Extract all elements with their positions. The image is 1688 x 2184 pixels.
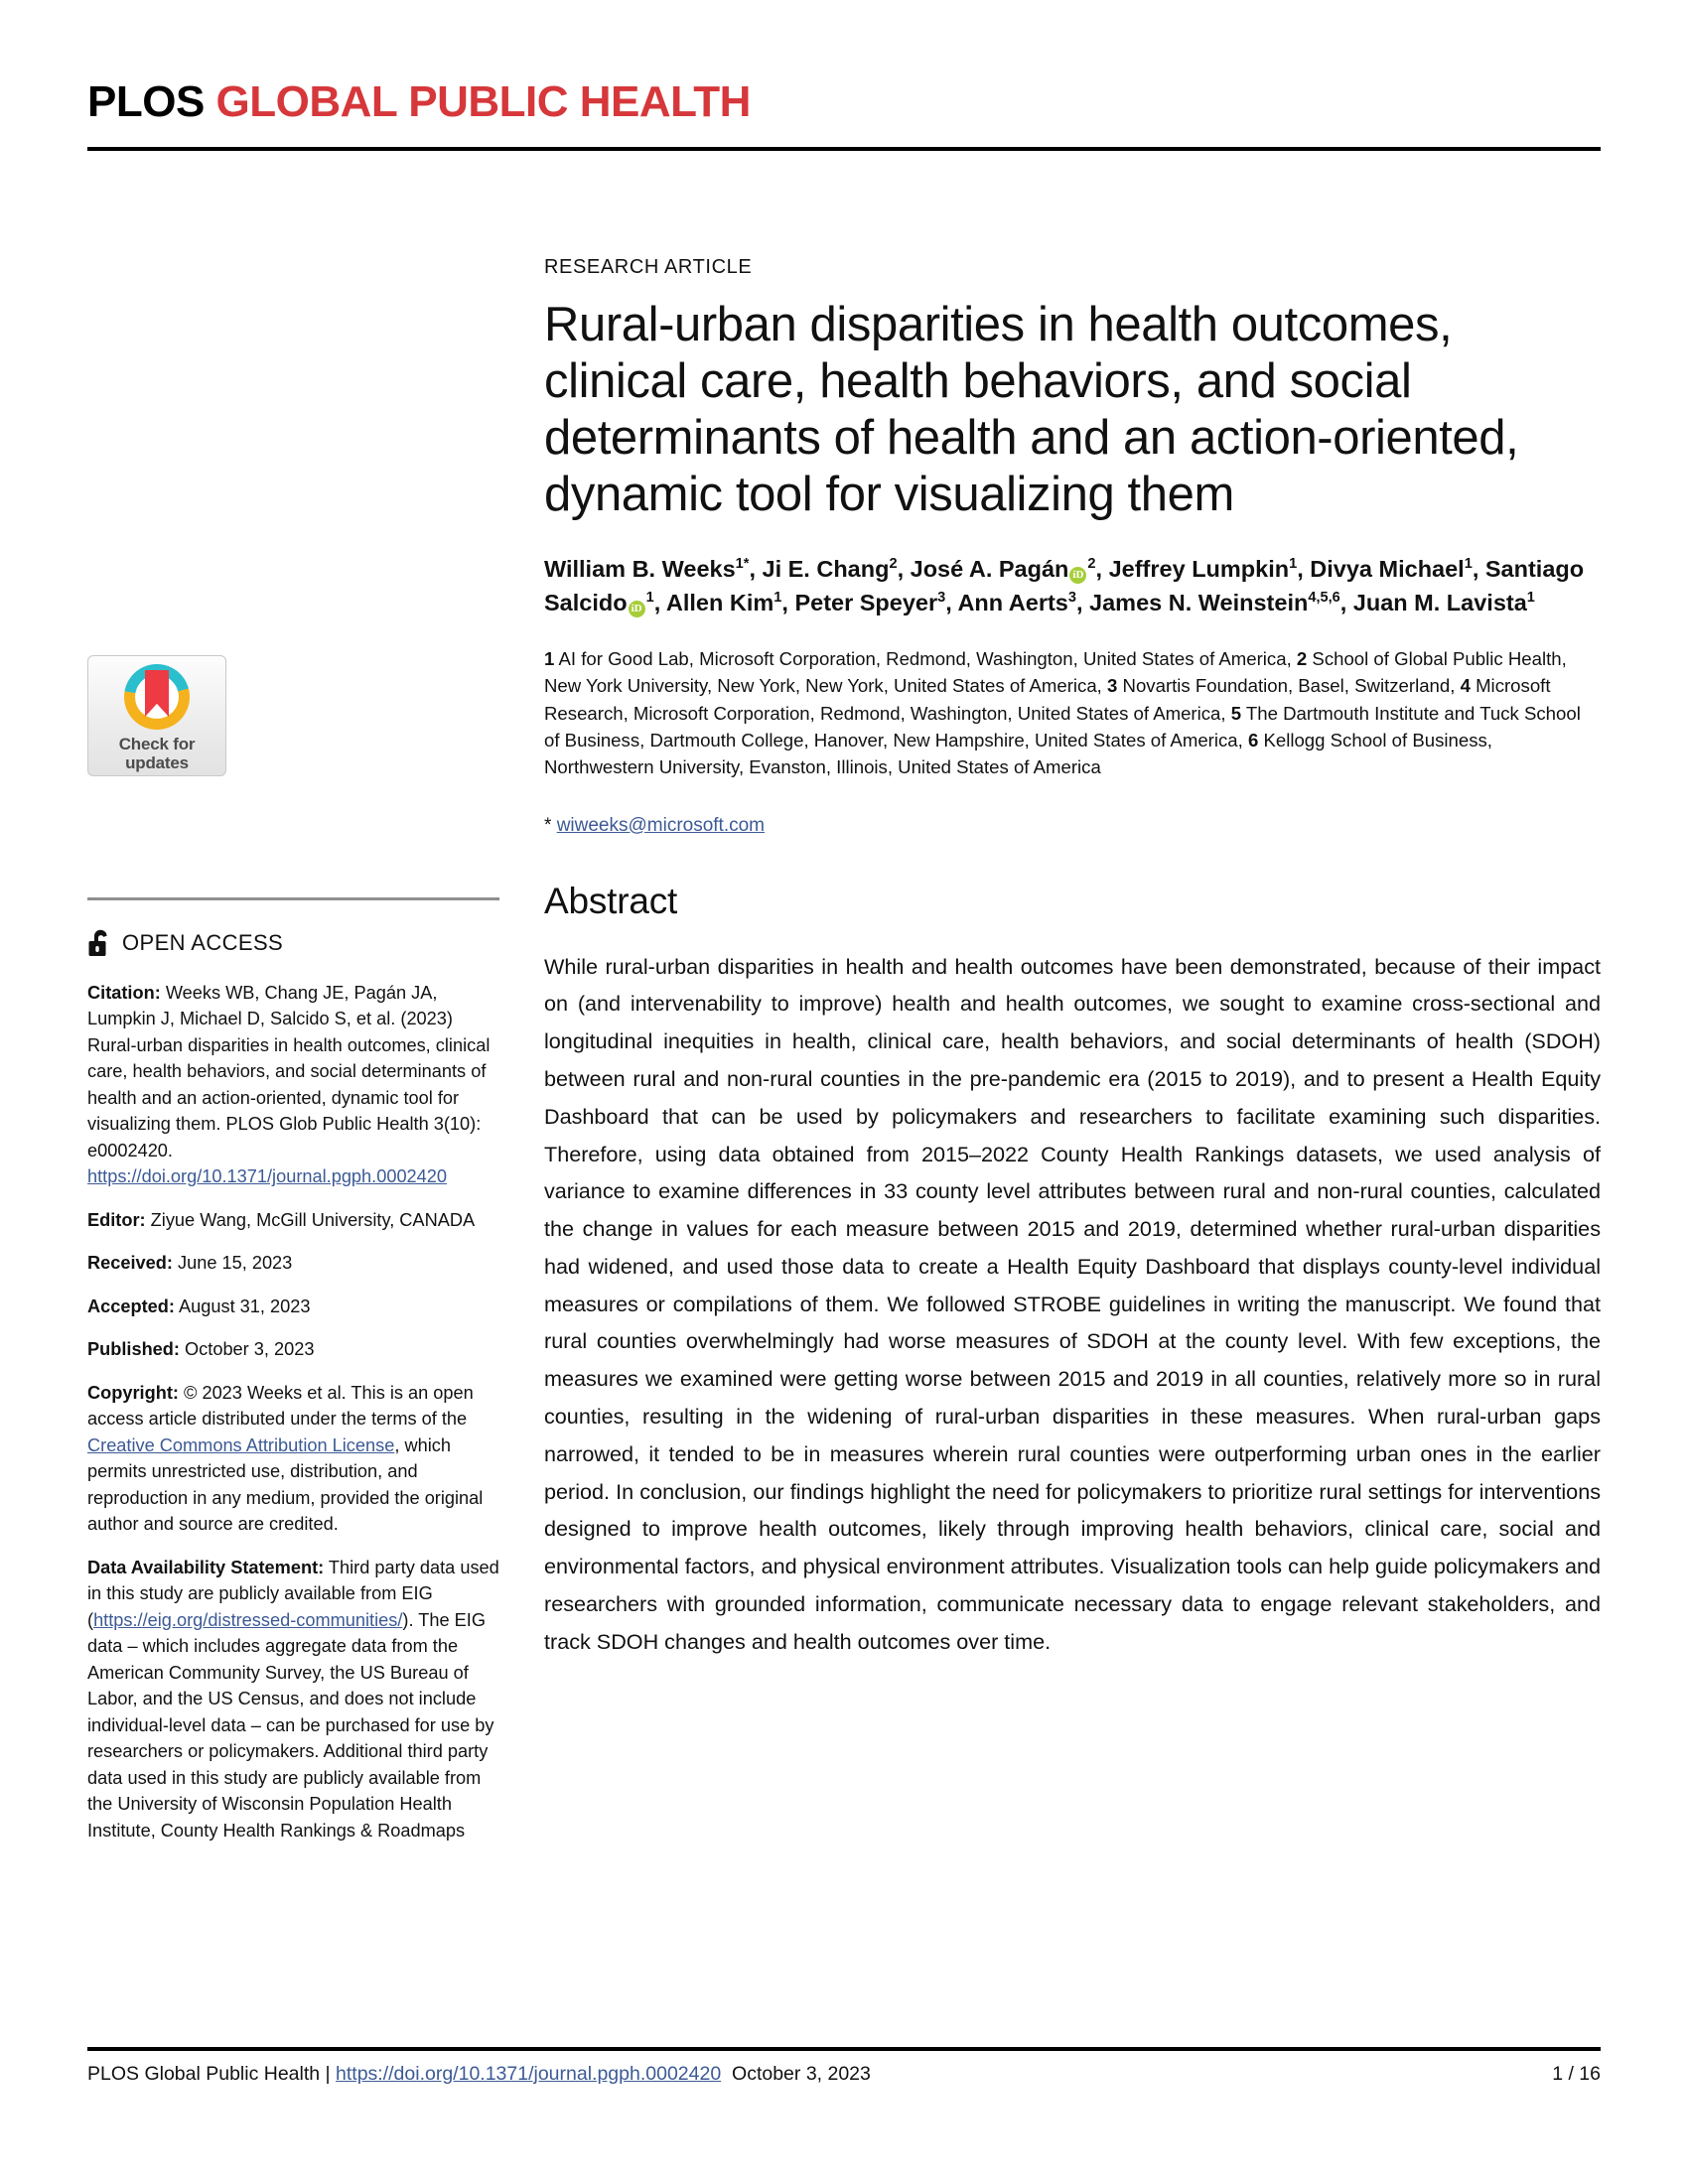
crossmark-badge[interactable] (87, 655, 226, 776)
accepted-label: Accepted: (87, 1296, 175, 1316)
open-access-row (87, 928, 504, 958)
editor-block (87, 1207, 504, 1233)
data-availability-text-1: Third party data used in this study are publicly available from EIG ( (87, 1557, 499, 1630)
abstract-text: While rural-urban disparities in health and health outcomes have been demonstrated, because of their impact on (and intervenability to improve) health and health outcomes, we sought to examine cross-sectional and longitudinal inequities in health, clinical care, health behaviors, and social determinants of health (SDOH) between rural and non-rural counties in the pre-pandemic era (2015 to 2019), and to present a Health Equity Dashboard that can be used by policymakers and researchers to facilitate examining such disparities. Therefore, using data obtained from 2015–2022 County Health Rankings datasets, we used analysis of variance to examine differences in 33 county level attributes between rural and non-rural counties, calculated the change in values for each measure between 2015 and 2019, determined whether rural-urban disparities had widened, and used those data to create a Health Equity Dashboard that displays county-level individual measures or compilations of them. We followed STROBE guidelines in writing the manuscript. We found that rural counties overwhelmingly had worse measures of SDOH at the county level. With few exceptions, the measures we examined were getting worse between 2015 and 2019 in all counties, relatively more so in rural counties, resulting in the widening of rural-urban disparities in these measures. When rural-urban gaps narrowed, it tended to be in measures wherein rural counties were outperforming urban ones in the earlier period. In conclusion, our findings highlight the need for policymakers to prioritize rural settings for interventions designed to improve health outcomes, likely through improving health behaviors, clinical care, social and environmental factors, and physical environment attributes. Visualization tools can help guide policymakers and researchers with grounded information, communicate necessary data to engage relevant stakeholders, and track SDOH changes and health outcomes over time. (544, 953, 1601, 1654)
corresponding-author (544, 815, 1601, 837)
corresponding-marker: * (544, 814, 552, 836)
open-access-label: OPEN ACCESS (122, 930, 284, 955)
crossmark-logo-icon (124, 664, 190, 730)
crossmark-label (88, 735, 225, 772)
received-text: June 15, 2023 (178, 1253, 293, 1274)
sidebar-divider (87, 897, 499, 900)
author-list: William B. Weeks$^{1*}$, Ji E. Chang$^2$, José A. Pagán $iD^2$, Jeffrey Lumpkin$^1$, Divya Michael$^1$, Santiago Salcido $iD^1$, Allen Kim$^1$, Peter Speyer$^3$, Ann Aerts$^3$, James N. Weinstein$^{4,5,6}$, Juan M. Lavista$^1$ (544, 556, 1585, 615)
sidebar (87, 655, 504, 1860)
page-footer (87, 2063, 1601, 2086)
editor-text: Ziyue Wang, McGill University, CANADA (150, 1209, 476, 1230)
cc-license-link[interactable]: Creative Commons Attribution License (87, 1434, 395, 1455)
citation-text: Weeks WB, Chang JE, Pagán JA, Lumpkin J, Michael D, Salcido S, et al. (2023) Rural-urban disparities in health outcomes, clinical care, health behaviors, and social determinants of health and an action-oriented, dynamic tool for visualizing them. PLOS Glob Public Health 3(10): e0002420. (87, 983, 491, 1160)
masthead-plos: PLOS (87, 77, 205, 126)
data-availability-block (87, 1555, 504, 1843)
citation-block (87, 980, 504, 1190)
accepted-block (87, 1294, 504, 1319)
received-label: Received: (87, 1253, 173, 1274)
published-text: October 3, 2023 (185, 1339, 315, 1360)
copyright-text-2: , which permits unrestricted use, distribution, and reproduction in any medium, provided the original author and source are credited. (87, 1434, 484, 1535)
crossmark-label-line1: Check for (118, 735, 196, 753)
copyright-block (87, 1380, 504, 1538)
masthead-divider (87, 147, 1601, 151)
footer-doi-link[interactable]: https://doi.org/10.1371/journal.pgph.0002420 (336, 2063, 722, 2085)
published-label: Published: (87, 1339, 180, 1360)
citation-doi-link[interactable]: https://doi.org/10.1371/journal.pgph.0002420 (87, 1166, 448, 1187)
footer-journal: PLOS Global Public Health | (87, 2063, 337, 2085)
accepted-text: August 31, 2023 (179, 1296, 311, 1316)
corresponding-email-link[interactable]: wiweeks@microsoft.com (556, 814, 766, 836)
crossmark-label-line2: updates (125, 753, 189, 773)
data-availability-text-2: ). The EIG data – which includes aggregate data from the American Community Survey, the US Bureau of Labor, and the US Census, and does not include individual-level data – can be purchased for use by researchers or policymakers. Additional third party data used in this study are publicly available from the University of Wisconsin Population Health Institute, County Health Rankings & Roadmaps (87, 1609, 494, 1841)
abstract-heading: Abstract (544, 880, 678, 921)
editor-label: Editor: (87, 1209, 146, 1230)
article-metadata (87, 980, 504, 1843)
affiliation-list: 1 AI for Good Lab, Microsoft Corporation, Redmond, Washington, United States of America, 2 School of Global Public Health, New York University, New York, New York, United States of America, 3 Novartis Foundation, Basel, Switzerland, 4 Microsoft Research, Microsoft Corporation, Redmond, Washington, United States of America, 5 The Dartmouth Institute and Tuck School of Business, Dartmouth College, Hanover, New Hampshire, United States of America, 6 Kellogg School of Business, Northwestern University, Evanston, Illinois, United States of America (544, 648, 1581, 778)
copyright-label: Copyright: (87, 1382, 179, 1403)
article-type-kicker: RESEARCH ARTICLE (544, 256, 753, 278)
footer-page-number: 1 / 16 (1552, 2063, 1601, 2085)
open-lock-icon (87, 928, 113, 958)
orcid-icon[interactable]: iD (629, 601, 645, 617)
footer-left (87, 2063, 871, 2086)
article-main (544, 256, 1601, 1661)
published-block (87, 1336, 504, 1362)
citation-label: Citation: (87, 983, 161, 1003)
data-availability-label: Data Availability Statement: (87, 1557, 325, 1577)
page-title: Rural-urban disparities in health outcomes, clinical care, health behaviors, and social determinants of health and an action-oriented, dynamic tool for visualizing them (544, 298, 1519, 522)
masthead-journal-name: GLOBAL PUBLIC HEALTH (215, 77, 751, 126)
journal-masthead (87, 77, 751, 127)
received-block (87, 1250, 504, 1276)
orcid-icon[interactable]: iD (1069, 567, 1086, 584)
footer-date: October 3, 2023 (732, 2063, 871, 2085)
eig-link[interactable]: https://eig.org/distressed-communities/ (93, 1609, 403, 1630)
footer-divider (87, 2047, 1601, 2051)
copyright-text-1: © 2023 Weeks et al. This is an open access article distributed under the terms of the (87, 1382, 474, 1430)
